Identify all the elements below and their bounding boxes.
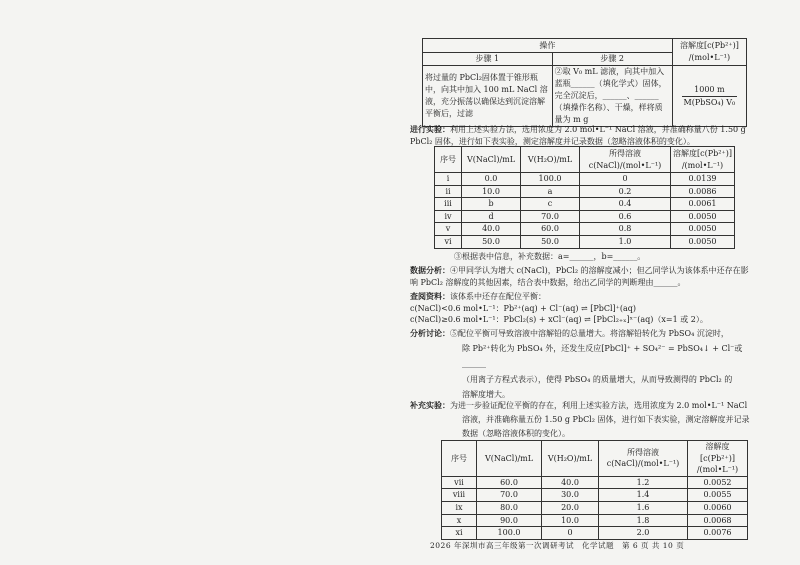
step2-text: ②取 V₀ mL 滤液，向其中加入蓝瓶______（填化学式）固体，完全沉淀后，______、______（填操作名称）、干燥，样将质量为 m g — [552, 66, 672, 127]
t2-cell: 0.0055 — [688, 489, 748, 502]
solubility-header-line2: /(mol•L⁻¹) — [688, 53, 731, 62]
supplement-line-1 — [410, 399, 755, 413]
t2-cell: 1.2 — [599, 476, 688, 489]
t1-cell: 0.8 — [580, 223, 671, 236]
t1-cell: 0.6 — [580, 210, 671, 223]
t1-h-vh2o: V(H₂O)/mL — [521, 147, 580, 173]
t1-cell: v — [435, 223, 462, 236]
table-row — [435, 223, 735, 236]
t1-cell: ii — [435, 185, 462, 198]
t1-h-sol-2: /(mol•L⁻¹) — [681, 160, 724, 170]
discussion-line-1 — [410, 326, 750, 341]
t1-cell: 0.0086 — [671, 185, 735, 198]
analysis-label: 数据分析： — [410, 266, 450, 275]
lookup-line-3: c(NaCl)≥0.6 mol•L⁻¹：PbCl₂(s) + xCl⁻(aq) ⇌ [PbCl₂₊ₓ]ˣ⁻(aq)（x=1 或 2）。 — [410, 315, 708, 325]
table-row — [442, 489, 748, 502]
t2-cell: 0.0052 — [688, 476, 748, 489]
discussion-section — [410, 326, 750, 402]
t1-cell: 100.0 — [521, 173, 580, 186]
page-footer: 2026 年深圳市高三年级第一次调研考试 化学试题 第 6 页 共 10 页 — [430, 541, 685, 550]
t2-cell: 0 — [542, 527, 599, 540]
t2-h-sol-2: /(mol•L⁻¹) — [696, 465, 739, 475]
t2-cell: vii — [442, 476, 477, 489]
t2-cell: x — [442, 514, 477, 527]
table-row — [435, 185, 735, 198]
experiment-label: 进行实验： — [410, 125, 450, 134]
t2-cell: 20.0 — [542, 501, 599, 514]
discussion-line-3: （用离子方程式表示），使得 PbSO₄ 的质量增大，从而导致测得的 PbCl₂ 的 — [462, 374, 733, 384]
step1-text: 将过量的 PbCl₂固体置于锥形瓶中，向其中加入 100 mL NaCl 溶液，充分振荡以确保达到沉淀溶解平衡后，过滤 — [423, 66, 553, 127]
lookup-section — [410, 291, 750, 326]
data-table-2 — [441, 440, 748, 540]
t2-cell: 0.0068 — [688, 514, 748, 527]
t1-cell: iii — [435, 198, 462, 211]
lookup-text-1: 该体系中还存在配位平衡： — [450, 292, 546, 301]
t1-cell: 40.0 — [462, 223, 521, 236]
table-row — [435, 235, 735, 248]
analysis-text: ④甲同学认为增大 c(NaCl)，PbCl₂ 的溶解度减小；但乙同学认为该体系中还存在影响 PbCl₂ 溶解度的其他因素，结合表中数据，给出乙同学的判断理由______。 — [410, 266, 749, 287]
t1-cell: d — [462, 210, 521, 223]
t1-cell: 50.0 — [462, 235, 521, 248]
experiment-paragraph — [410, 124, 750, 147]
experiment-text: 利用上述实验方法，选用浓度为 2.0 mol•L⁻¹ NaCl 溶液，并准确称量八份 1.50 g PbCl₂ 固体，进行如下表实验，测定溶解度并记录数据（忽略溶液体积的变化）。 — [410, 125, 746, 146]
t2-h-vnacl: V(NaCl)/mL — [477, 441, 542, 477]
question-3: ③根据表中信息，补充数据：a=______，b=______。 — [454, 252, 646, 261]
t2-cell: 0.0060 — [688, 501, 748, 514]
t2-h-conc — [599, 441, 688, 477]
table-row — [435, 198, 735, 211]
t2-cell: 1.6 — [599, 501, 688, 514]
t1-cell: b — [462, 198, 521, 211]
t2-cell: 1.4 — [599, 489, 688, 502]
t2-cell: 40.0 — [542, 476, 599, 489]
t2-h-conc-1: 所得溶液 — [627, 447, 659, 457]
t2-h-vh2o: V(H₂O)/mL — [542, 441, 599, 477]
t1-cell: 50.0 — [521, 235, 580, 248]
solubility-header-line1: 溶解度[c(Pb²⁺)] — [679, 41, 739, 51]
t1-cell: 0 — [580, 173, 671, 186]
t2-cell: 100.0 — [477, 527, 542, 540]
t2-cell: 30.0 — [542, 489, 599, 502]
t2-cell: 80.0 — [477, 501, 542, 514]
data-table-1 — [434, 146, 735, 249]
supplement-section — [410, 399, 755, 441]
table-row — [435, 210, 735, 223]
t1-cell: 0.0061 — [671, 198, 735, 211]
formula-denominator: M(PbSO₄) V₀ — [683, 97, 736, 107]
t2-cell: 60.0 — [477, 476, 542, 489]
lookup-line-1 — [410, 291, 750, 303]
t1-h-conc-1: 所得溶液 — [609, 148, 641, 158]
t2-cell: viii — [442, 489, 477, 502]
supplement-label: 补充实验： — [410, 401, 450, 410]
table-row — [442, 527, 748, 540]
t1-cell: iv — [435, 210, 462, 223]
t1-cell: 0.0050 — [671, 210, 735, 223]
step1-header: 步骤 1 — [423, 53, 553, 66]
t1-h-conc-2: c(NaCl)/(mol•L⁻¹) — [588, 160, 662, 170]
lookup-label: 查阅资料： — [410, 292, 450, 301]
method-table — [422, 38, 747, 127]
t2-cell: ix — [442, 501, 477, 514]
t1-cell: 0.4 — [580, 198, 671, 211]
step2-header: 步骤 2 — [552, 53, 672, 66]
t2-cell: xi — [442, 527, 477, 540]
table-row — [442, 501, 748, 514]
discussion-line-2: 除 Pb²⁺转化为 PbSO₄ 外，还发生反应[PbCl]⁺ + SO₄²⁻ = PbSO₄↓ + Cl⁻或______ — [462, 344, 743, 369]
t2-cell: 70.0 — [477, 489, 542, 502]
t2-h-sol — [688, 441, 748, 477]
formula-fraction — [682, 84, 738, 108]
lookup-line-2: c(NaCl)<0.6 mol•L⁻¹：Pb²⁺(aq) + Cl⁻(aq) ⇌ [PbCl]⁺(aq) — [410, 303, 637, 313]
table-row — [435, 173, 735, 186]
solubility-formula — [672, 66, 746, 127]
t2-h-sol-1: 溶解度[c(Pb²⁺)] — [700, 442, 735, 463]
t1-cell: 0.0139 — [671, 173, 735, 186]
t2-cell: 90.0 — [477, 514, 542, 527]
t1-cell: c — [521, 198, 580, 211]
analysis-paragraph — [410, 265, 750, 288]
t2-cell: 0.0076 — [688, 527, 748, 540]
table-row — [442, 514, 748, 527]
solubility-header — [672, 39, 746, 66]
t1-h-index: 序号 — [435, 147, 462, 173]
t1-cell: 70.0 — [521, 210, 580, 223]
formula-numerator: 1000 m — [682, 84, 738, 97]
op-header: 操作 — [423, 39, 673, 53]
t1-cell: i — [435, 173, 462, 186]
t2-cell: 1.8 — [599, 514, 688, 527]
t2-h-conc-2: c(NaCl)/(mol•L⁻¹) — [606, 459, 680, 469]
t1-cell: a — [521, 185, 580, 198]
t2-cell: 10.0 — [542, 514, 599, 527]
discussion-label: 分析讨论： — [410, 329, 450, 338]
t1-h-sol — [671, 147, 735, 173]
t1-cell: 60.0 — [521, 223, 580, 236]
t1-cell: 0.0050 — [671, 223, 735, 236]
t1-h-sol-1: 溶解度[c(Pb²⁺)] — [673, 148, 732, 158]
t1-cell: 1.0 — [580, 235, 671, 248]
supplement-text-1: 为进一步验证配位平衡的存在，利用上述实验方法，选用浓度为 2.0 mol•L⁻¹ NaCl — [450, 401, 748, 410]
discussion-line-4: 溶解度增大。 — [462, 389, 510, 399]
t2-h-index: 序号 — [442, 441, 477, 477]
supplement-line-3: 数据（忽略溶液体积的变化）。 — [462, 429, 570, 438]
t1-h-conc — [580, 147, 671, 173]
t1-h-vnacl: V(NaCl)/mL — [462, 147, 521, 173]
table-row — [442, 476, 748, 489]
t1-cell: 0.2 — [580, 185, 671, 198]
t1-cell: 10.0 — [462, 185, 521, 198]
t1-cell: vi — [435, 235, 462, 248]
discussion-text-1: ⑤配位平衡可导致溶液中溶解铅的总量增大。将溶解铅转化为 PbSO₄ 沉淀时， — [450, 329, 729, 338]
t1-cell: 0.0 — [462, 173, 521, 186]
t1-cell: 0.0050 — [671, 235, 735, 248]
t2-cell: 2.0 — [599, 527, 688, 540]
supplement-line-2: 溶液，并准确称量五份 1.50 g PbCl₂ 固体，进行如下表实验，测定溶解度并记录 — [462, 415, 750, 424]
